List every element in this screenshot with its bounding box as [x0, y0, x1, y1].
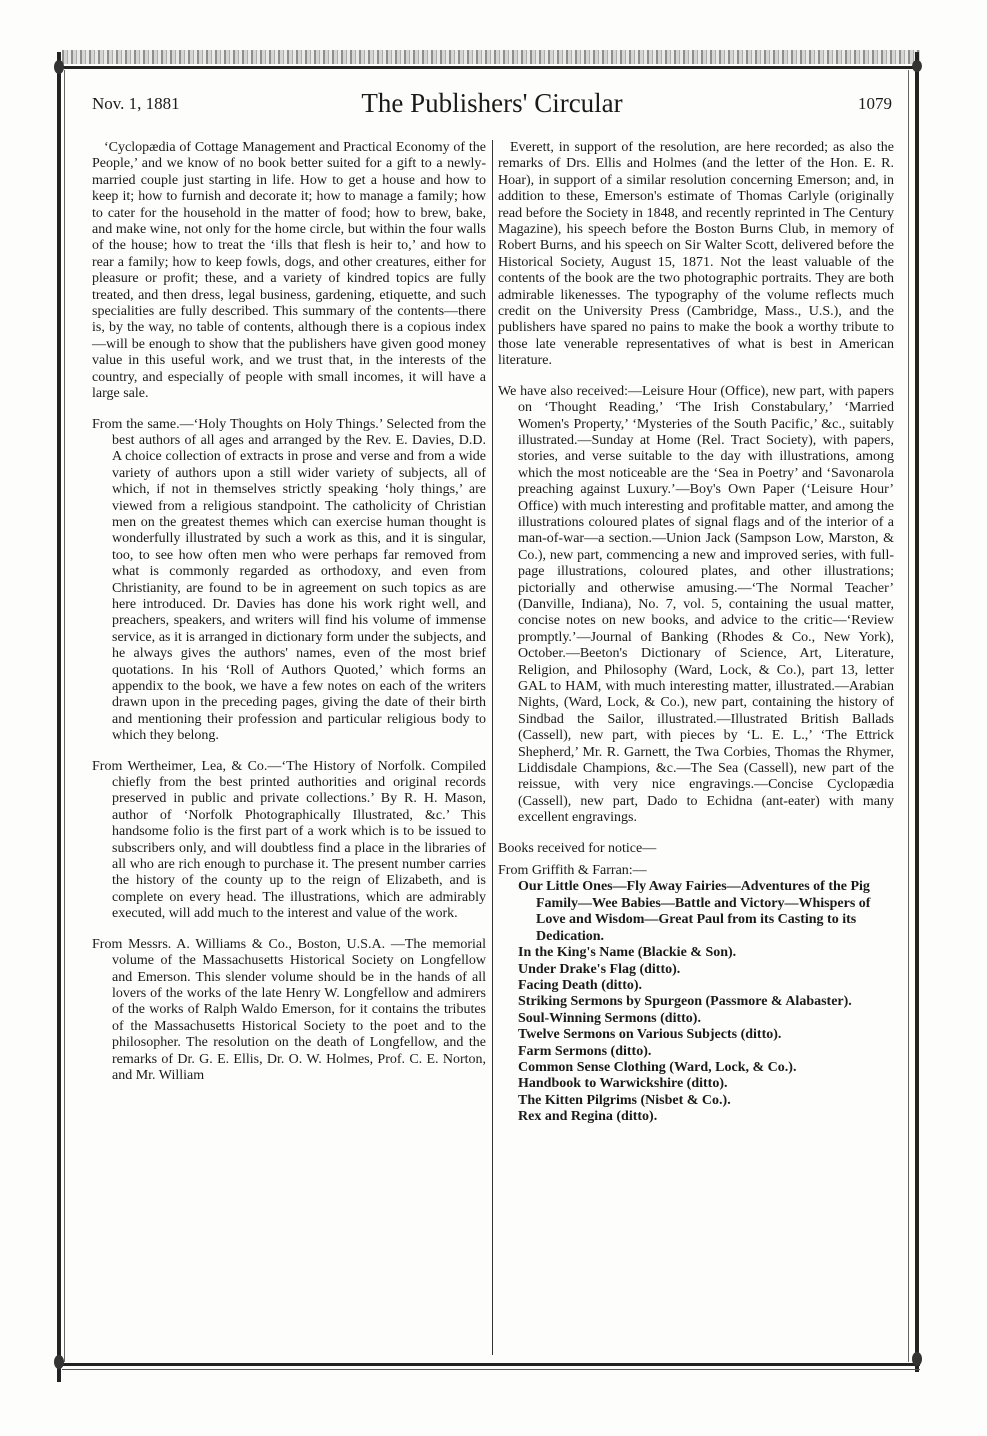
list-item: Striking Sermons by Spurgeon (Passmore & Alabaster). [518, 994, 852, 1010]
review-continuation: Everett, in support of the resolution, are here recorded; as also the remarks of Drs. Ellis and Holmes (and the letter of the Hon. E. R. Hoar), in support of a similar resolution concerning Emerson; and, in addition to these, Emerson's estimate of Thomas Carlyle (originally read before the Society in 1848, and recently reprinted in The Century Magazine), his speech before the Boston Burns Club, in memory of Robert Burns, and his speech on Sir Walter Scott, delivered before the Historical Society, August 15, 1871. Not the least valuable of the contents of the book are the two photographic portraits. They are both admirable likenesses. The typography of the volume reflects much credit on the University Press (Cambridge, Mass., U.S.), and the publishers have spared no pains to make the book a worthy tribute to those late venerable representatives of what is best in American literature. [498, 140, 894, 369]
list-item: Rex and Regina (ditto). [518, 1109, 658, 1125]
binding-mark [54, 1355, 64, 1369]
binding-mark [54, 60, 64, 74]
also-received-section: We have also received:—Leisure Hour (Office), new part, with papers on ‘Thought Reading,’ ‘The Irish Constabulary,’ ‘Married Women's Property,’ ‘Mysteries of the South Pacific,’ &c., suitably illustrated.—Sunday at Home (Rel. Tract Society), with papers, stories, and verse suitable to the day with illustrations, among which the most noticeable are the ‘Sea in Poetry’ and ‘Savonarola preaching against Luxury.’—Boy's Own Paper (‘Leisure Hour’ Office) with much interesting and profitable matter, and among the illustrations coloured plates of signal flags and of the interior of a man-of-war—a section.—Union Jack (Sampson Low, Marston, & Co.), new part, commencing a new and improved series, with full-page illustrations, coloured plates, and other illustrations; pictorially and otherwise amusing.—‘The Normal Teacher’ (Danville, Indiana), No. 7, vol. 5, containing the usual matter, concise notes on new books, and advice to the critic—‘Review promptly.’—Journal of Banking (Rhodes & Co., New York), October.—Beeton's Dictionary of Science, Art, Literature, Religion, and Philosophy (Ward, Lock, & Co.), part 13, letter GAL to HAM, with much interesting matter, illustrated.—Arabian Nights, (Ward, Lock, & Co.), new part, containing the history of Sindbad the Sailor, illustrated.—Illustrated British Ballads (Cassell), new part, with pieces by ‘L. E. L.,’ ‘The Ettrick Shepherd,’ Mr. R. Garnett, the Twa Corbies, Thomas the Rhymer, Liddisdale Champions, &c.—The Sea (Cassell), new part of the reissue, with very nice engravings.—Concise Cyclopædia (Cassell), new part, Dado to Echidna (ant-eater) with many excellent engravings. [498, 383, 894, 826]
page-number: 1079 [858, 94, 892, 113]
review-history-of-norfolk: From Wertheimer, Lea, & Co.—‘The History of Norfolk. Compiled chiefly from the best printed authorities and original records preserved in public and private collections.’ By R. H. Mason, author of ‘Norfolk Photographically Illustrated, &c.’ This handsome folio is the first part of a work which is to be issued to subscribers only, and will doubtless find a place in the libraries of all who are rich enough to purchase it. The present number carries the history of the county up to the reign of Elizabeth, and is complete on every head. The illustrations, which are admirably executed, will add much to the interest and value of the work. [92, 758, 486, 922]
list-item: Facing Death (ditto). [518, 977, 643, 993]
top-border-ornament [62, 50, 920, 64]
books-received-list [498, 879, 894, 1125]
griffith-farran-heading: From Griffith & Farran:— [498, 863, 647, 879]
left-border-rule [57, 52, 61, 1382]
page-header [92, 88, 892, 124]
review-holy-thoughts: From the same.—‘Holy Thoughts on Holy Things.’ Selected from the best authors of all ages and arranged by the Rev. E. Davies, D.D. A choice collection of extracts in prose and verse and from a wide variety of authors upon a still wider variety of subjects, all of which, if not in themselves strictly speaking ‘holy things,’ are viewed from a religious standpoint. The catholicity of Christian men on the greatest themes which can exercise human thought is wonderfully illustrated by such a work as this, and it is singular, too, to see how often men who were perhaps far removed from what is commonly regarded as orthodoxy, and even from Christianity, are found to be in agreement on such topics as are here introduced. Dr. Davies has done his work right well, and preachers, speakers, and writers will find his volume of immense service, as it is arranged in dictionary form under the subjects, and he always gives the authors' names, even of the most brief quotations. In his ‘Roll of Authors Quoted,’ which forms an appendix to the book, we have a few notes on each of the writers drawn upon in the preceding pages, giving the date of their birth and mentioning their profession and particular religious body to which they belong. [92, 416, 486, 744]
right-border-rule [915, 52, 919, 1372]
list-item: Our Little Ones—Fly Away Fairies—Adventures of the Pig Family—Wee Babies—Battle and Victory—Whispers of Love and Wisdom—Great Paul from its Casting to its Dedication. [518, 879, 871, 944]
list-item: Common Sense Clothing (Ward, Lock, & Co.). [518, 1059, 797, 1075]
books-received-heading: Books received for notice— [498, 840, 657, 856]
column-divider [492, 140, 493, 1355]
list-item: The Kitten Pilgrims (Nisbet & Co.). [518, 1092, 731, 1108]
right-column [498, 140, 894, 1126]
list-item: Soul-Winning Sermons (ditto). [518, 1010, 701, 1026]
list-item: Farm Sermons (ditto). [518, 1043, 652, 1059]
issue-date: Nov. 1, 1881 [92, 94, 180, 113]
binding-mark [912, 1352, 922, 1366]
left-inner-rule [64, 70, 65, 1362]
review-cyclopaedia: ‘Cyclopædia of Cottage Management and Practical Economy of the People,’ and we know of no book better suited for a gift to a newly-married couple just starting in life. How to get a house and how to keep it; how to furnish and decorate it; how to manage a family; how to cater for the household in the matter of food; how to brew, bake, and make wine, not only for the home circle, but within the four walls of the house; how to treat the ‘ills that flesh is heir to,’ and how to rear a family; how to keep fowls, dogs, and other creatures, either for pleasure or profit; these, and a variety of kindred topics are fully treated, and then dress, legal business, gardening, etiquette, and such specialities are fully described. This summary of the contents—there is, by the way, no table of contents, although there is a copious index—will be enough to show that the publishers have given good money value in this useful work, and we trust that, in the interests of the country, and especially of people with small incomes, it will have a large sale. [92, 140, 486, 402]
bottom-rule [62, 1363, 920, 1366]
left-column [92, 140, 486, 1084]
top-rule [62, 66, 920, 69]
list-item: Under Drake's Flag (ditto). [518, 961, 681, 977]
list-item: Twelve Sermons on Various Subjects (ditto). [518, 1027, 782, 1043]
binding-mark [912, 60, 922, 72]
list-item: Handbook to Warwickshire (ditto). [518, 1076, 728, 1092]
list-item: In the King's Name (Blackie & Son). [518, 945, 737, 961]
publication-title: The Publishers' Circular [361, 88, 623, 118]
bottom-inner-rule [62, 1369, 920, 1370]
right-inner-rule [908, 70, 909, 1362]
review-longfellow-emerson: From Messrs. A. Williams & Co., Boston, U.S.A. —The memorial volume of the Massachusetts Historical Society on Longfellow and Emerson. This slender volume should be in the hands of all lovers of the works of the late Henry W. Longfellow and admirers of the works of Ralph Waldo Emerson, for it contains the tributes of the Massachusetts Historical Society to the poet and to the philosopher. The resolution on the death of Longfellow, and the remarks of Dr. G. E. Ellis, Dr. O. W. Holmes, Prof. C. E. Norton, and Mr. William [92, 936, 486, 1083]
